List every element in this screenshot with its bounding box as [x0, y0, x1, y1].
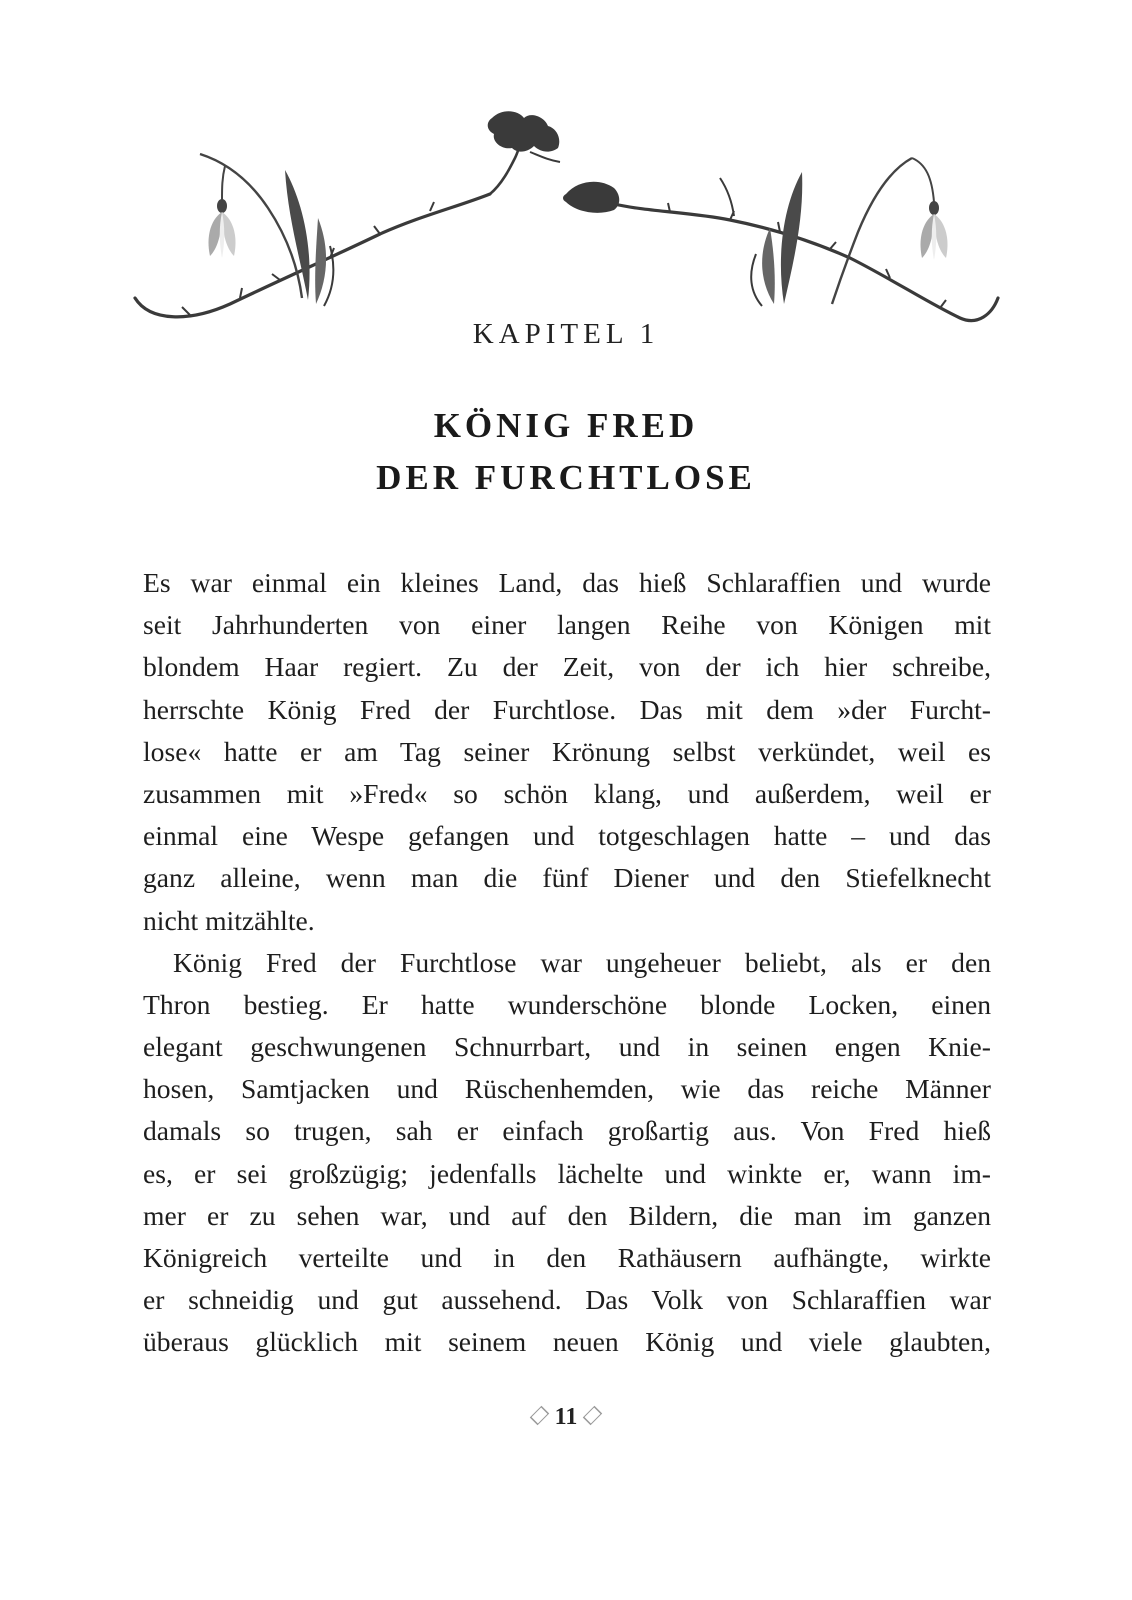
- text-line: einmal eine Wespe gefangen und totgeschlagen hatte – und das: [143, 820, 991, 852]
- text-line: König Fred der Furchtlose war ungeheuer beliebt, als er den: [173, 946, 991, 978]
- diamond-right-icon: [583, 1406, 602, 1425]
- text-line: lose« hatte er am Tag seiner Krönung selbst verkündet, weil es: [143, 735, 991, 767]
- text-line: damals so trugen, sah er einfach großartig aus. Von Fred hieß: [143, 1115, 991, 1147]
- text-line: ganz alleine, wenn man die fünf Diener und den Stiefelknecht: [143, 862, 991, 894]
- chapter-label: KAPITEL 1: [472, 318, 660, 350]
- text-line: Thron bestieg. Er hatte wunderschöne blonde Locken, einen: [143, 988, 991, 1020]
- text-line: herrschte König Fred der Furchtlose. Das mit dem »der Furcht-: [143, 693, 991, 725]
- page-number-value: 11: [554, 1404, 578, 1430]
- snowdrop-vine-ornament: [130, 108, 1002, 340]
- paragraph-1: [143, 562, 991, 942]
- page-number: [0, 1404, 1132, 1431]
- chapter-title-line-1: KÖNIG FRED: [433, 406, 699, 445]
- text-line: blondem Haar regiert. Zu der Zeit, von der ich hier schreibe,: [143, 651, 991, 683]
- text-line: Königreich verteilte und in den Rathäusern aufhängte, wirkte: [143, 1242, 991, 1273]
- text-line: elegant geschwungenen Schnurrbart, und in seinen engen Knie-: [143, 1031, 991, 1063]
- text-line: nicht mitzählte.: [143, 904, 315, 936]
- text-line: zusammen mit »Fred« so schön klang, und außerdem, weil er: [143, 777, 991, 809]
- text-line: seit Jahrhunderten von einer langen Reihe von Königen mit: [143, 609, 991, 641]
- chapter-title: [0, 400, 1132, 504]
- text-line: Es war einmal ein kleines Land, das hieß Schlaraffien und wurde: [143, 567, 991, 598]
- diamond-left-icon: [529, 1406, 548, 1425]
- paragraph-2: [143, 942, 991, 1364]
- text-line: mer er zu sehen war, und auf den Bildern, die man im ganzen: [143, 1199, 991, 1231]
- text-line: er schneidig und gut aussehend. Das Volk von Schlaraffien war: [143, 1284, 991, 1316]
- text-line: hosen, Samtjacken und Rüschenhemden, wie das reiche Männer: [143, 1073, 991, 1105]
- chapter-title-line-2: DER FURCHTLOSE: [376, 458, 756, 497]
- text-line: überaus glücklich mit seinem neuen König und viele glaubten,: [143, 1326, 991, 1358]
- body-text: [143, 562, 991, 1364]
- text-line: es, er sei großzügig; jedenfalls lächelte und winkte er, wann im-: [143, 1157, 991, 1189]
